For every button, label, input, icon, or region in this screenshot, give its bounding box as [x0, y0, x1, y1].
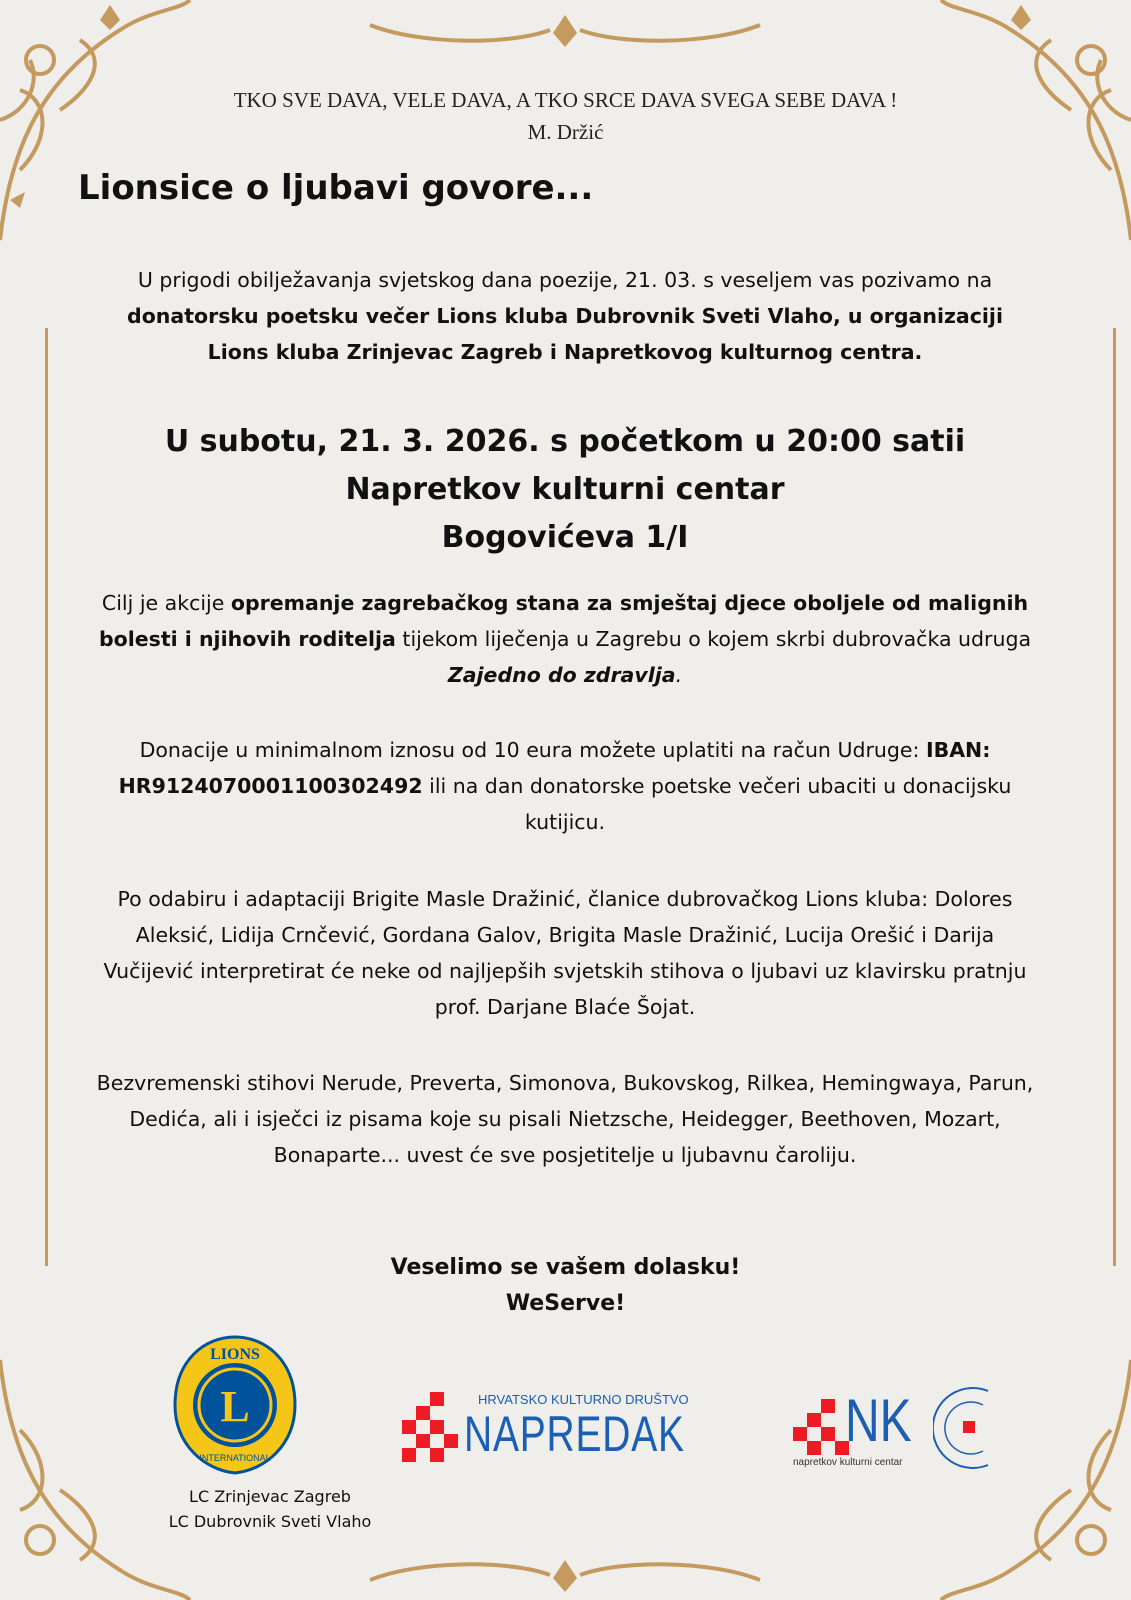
iban: IBAN: HR9124070001100302492 — [118, 738, 991, 798]
closing-line-1: Veselimo se vašem dolasku! — [390, 1255, 741, 1280]
nkc-subtitle: napretkov kulturni centar — [793, 1457, 903, 1468]
donation-text-2: ili na dan donatorske poetske večeri ubaciti u donacijsku kutijicu. — [422, 774, 1012, 834]
bottom-center-ornament — [360, 1550, 770, 1600]
svg-text:L: L — [220, 1382, 250, 1431]
nkc-circle-mark — [933, 1383, 1003, 1473]
closing — [0, 1250, 1131, 1322]
napredak-name: NAPREDAK — [464, 1406, 685, 1462]
event-address: Bogovićeva 1/I — [441, 520, 689, 555]
checkerboard-icon — [402, 1392, 462, 1462]
caption-zrinjevac: LC Zrinjevac Zagreb — [189, 1487, 351, 1506]
right-gold-rule — [1113, 328, 1116, 1266]
event-venue: Napretkov kulturni centar — [345, 472, 785, 507]
top-center-ornament — [360, 0, 770, 55]
event-details — [95, 418, 1035, 562]
goal-end: . — [675, 663, 683, 687]
lions-logo — [170, 1335, 300, 1475]
goal-paragraph — [95, 585, 1035, 693]
intro-bold: donatorsku poetsku večer Lions kluba Dubrovnik Sveti Vlaho, u organizaciji Lions kluba Zrinjevac Zagreb i Napretkovog kulturnog centra. — [127, 304, 1003, 364]
nkc-logo — [793, 1385, 1023, 1475]
association-name: Zajedno do zdravlja — [447, 663, 676, 687]
poets-paragraph: Bezvremenski stihovi Nerude, Preverta, Simonova, Bukovskog, Rilkea, Hemingwaya, Parun, Dedića, ali i isječci iz pisama koje su pisali Nietzsche, Heidegger, Beethoven, Mozart, Bonaparte... uvest će sve posjetitelje u ljubavnu čaroliju. — [96, 1071, 1034, 1167]
svg-text:LIONS: LIONS — [210, 1346, 260, 1363]
napredak-subtitle: HRVATSKO KULTURNO DRUŠTVO — [478, 1392, 689, 1407]
quote-text: TKO SVE DAVA, VELE DAVA, A TKO SRCE DAVA SVEGA SEBE DAVA ! — [233, 88, 898, 112]
donation-paragraph — [95, 732, 1035, 840]
caption-dubrovnik: LC Dubrovnik Sveti Vlaho — [168, 1512, 372, 1531]
checkerboard-icon — [793, 1399, 849, 1455]
left-gold-rule — [45, 328, 48, 1266]
intro-paragraph — [95, 262, 1035, 370]
closing-line-2: WeServe! — [505, 1291, 626, 1316]
performers-paragraph: Po odabiru i adaptaciji Brigite Masle Dražinić, članice dubrovačkog Lions kluba: Dolores Aleksić, Lidija Crnčević, Gordana Galov, Brigita Masle Dražinić, Lucija Orešić i Darija Vučijević interpretirat će neke od najljepših svjetskih stihova o ljubavi uz klavirsku pratnju prof. Darjane Blaće Šojat. — [103, 887, 1027, 1019]
quote-author: M. Držić — [527, 120, 604, 144]
svg-text:INTERNATIONAL: INTERNATIONAL — [199, 1453, 271, 1463]
donation-text: Donacije u minimalnom iznosu od 10 eura možete uplatiti na račun Udruge: — [139, 738, 926, 762]
intro-text: U prigodi obilježavanja svjetskog dana poezije, 21. 03. s veseljem vas pozivamo na — [137, 268, 993, 292]
goal-text-2: tijekom liječenja u Zagrebu o kojem skrbi dubrovačka udruga — [395, 627, 1032, 651]
nkc-letters: NK — [845, 1387, 912, 1454]
quote — [0, 84, 1131, 148]
goal-text: Cilj je akcije — [101, 591, 231, 615]
lions-clubs-caption — [140, 1484, 400, 1534]
napredak-logo — [402, 1392, 722, 1462]
event-date: U subotu, 21. 3. 2026. s početkom u 20:00 satii — [164, 424, 966, 459]
page-title: Lionsice o ljubavi govore... — [78, 168, 594, 208]
goal-bold: opremanje zagrebačkog stana za smještaj djece oboljele od malignih bolesti i njihovih roditelja — [98, 591, 1029, 651]
